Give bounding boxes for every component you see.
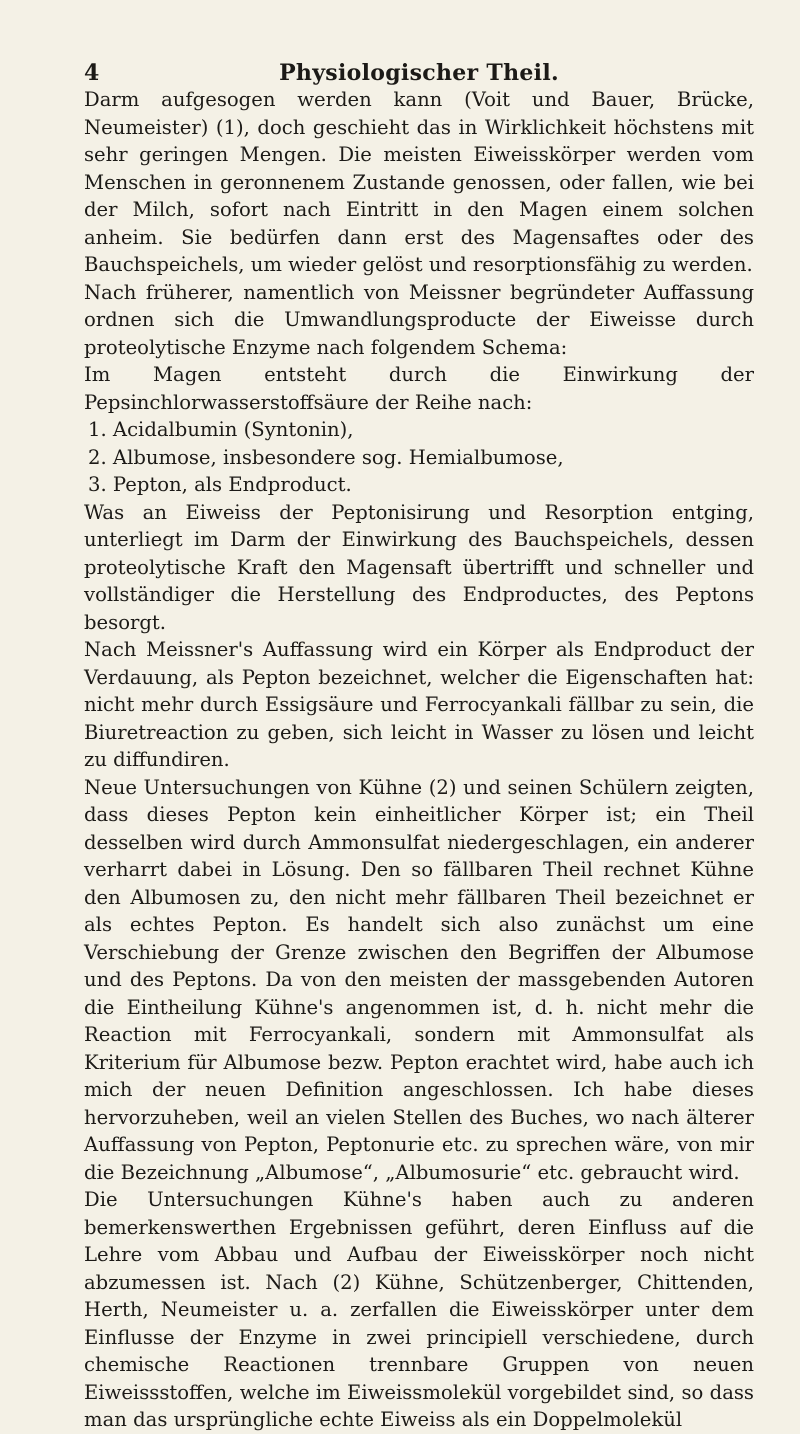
paragraph: Im Magen entsteht durch die Einwirkung der Pepsinchlorwasserstoffsäure der Reihe nach: [84,363,754,414]
page-number: 4 [84,60,100,86]
paragraph: Was an Eiweiss der Peptonisirung und Resorption entging, unterliegt im Darm der Einwirkung des Bauchspeichels, dessen proteolytische Kraft den Magensaft übertrifft und schneller und vollständiger die Herstellung des Endproductes, des Peptons besorgt. [84,500,754,634]
body-text [84,86,754,1434]
list-item: 2. Albumose, insbesondere sog. Hemialbumose, [88,445,564,469]
page-header [84,60,754,88]
paragraph: Die Untersuchungen Kühne's haben auch zu anderen bemerkenswerthen Ergebnissen geführt, deren Einfluss auf die Lehre vom Abbau und Aufbau der Eiweisskörper noch nicht abzumessen ist. Nach (2) Kühne, Schützenberger, Chittenden, Herth, Neumeister u. a. zerfallen die Eiweisskörper unter dem Einflusse der Enzyme in zwei principiell verschiedene, durch chemische Reactionen trennbare Gruppen von neuen Eiweissstoffen, welche im Eiweissmolekül vorgebildet sind, so dass man das ursprüngliche echte Eiweiss als ein Doppelmolekül [84,1188,754,1431]
paragraph: Neue Untersuchungen von Kühne (2) und seinen Schülern zeigten, dass dieses Pepton kein einheitlicher Körper ist; ein Theil desselben wird durch Ammonsulfat niedergeschlagen, ein anderer verharrt dabei in Lösung. Den so fällbaren Theil rechnet Kühne den Albumosen zu, den nicht mehr fällbaren Theil bezeichnet er als echtes Pepton. Es handelt sich also zunächst um eine Verschiebung der Grenze zwischen den Begriffen der Albumose und des Peptons. Da von den meisten der massgebenden Autoren die Eintheilung Kühne's angenommen ist, d. h. nicht mehr die Reaction mit Ferrocyankali, sondern mit Ammonsulfat als Kriterium für Albumose bezw. Pepton erachtet wird, habe auch ich mich der neuen Definition angeschlossen. Ich habe dieses hervorzuheben, weil an vielen Stellen des Buches, wo nach älterer Auffassung von Pepton, Peptonurie etc. zu sprechen wäre, von mir die Bezeichnung „Albumose“, „Albumosurie“ etc. gebraucht wird. [84,775,754,1184]
running-head: Physiologischer Theil. [279,60,559,86]
paragraph: Nach früherer, namentlich von Meissner begründeter Auffassung ordnen sich die Umwandlungsproducte der Eiweisse durch proteolytische Enzyme nach folgendem Schema: [84,280,754,359]
list-item: 3. Pepton, als Endproduct. [88,473,352,496]
list-item: 1. Acidalbumin (Syntonin), [88,418,354,441]
paragraph: Nach Meissner's Auffassung wird ein Körper als Endproduct der Verdauung, als Pepton bezeichnet, welcher die Eigenschaften hat: nicht mehr durch Essigsäure und Ferrocyankali fällbar zu sein, die Biuretreaction zu geben, sich leicht in Wasser zu lösen und leicht zu diffundiren. [84,638,754,771]
paragraph: Darm aufgesogen werden kann (Voit und Bauer, Brücke, Neumeister) (1), doch geschieht das in Wirklichkeit höchstens mit sehr geringen Mengen. Die meisten Eiweisskörper werden vom Menschen in geronnenem Zustande genossen, oder fallen, wie bei der Milch, sofort nach Eintritt in den Magen einem solchen anheim. Sie bedürfen dann erst des Magensaftes oder des Bauchspeichels, um wieder gelöst und resorptionsfähig zu werden. [84,88,754,276]
